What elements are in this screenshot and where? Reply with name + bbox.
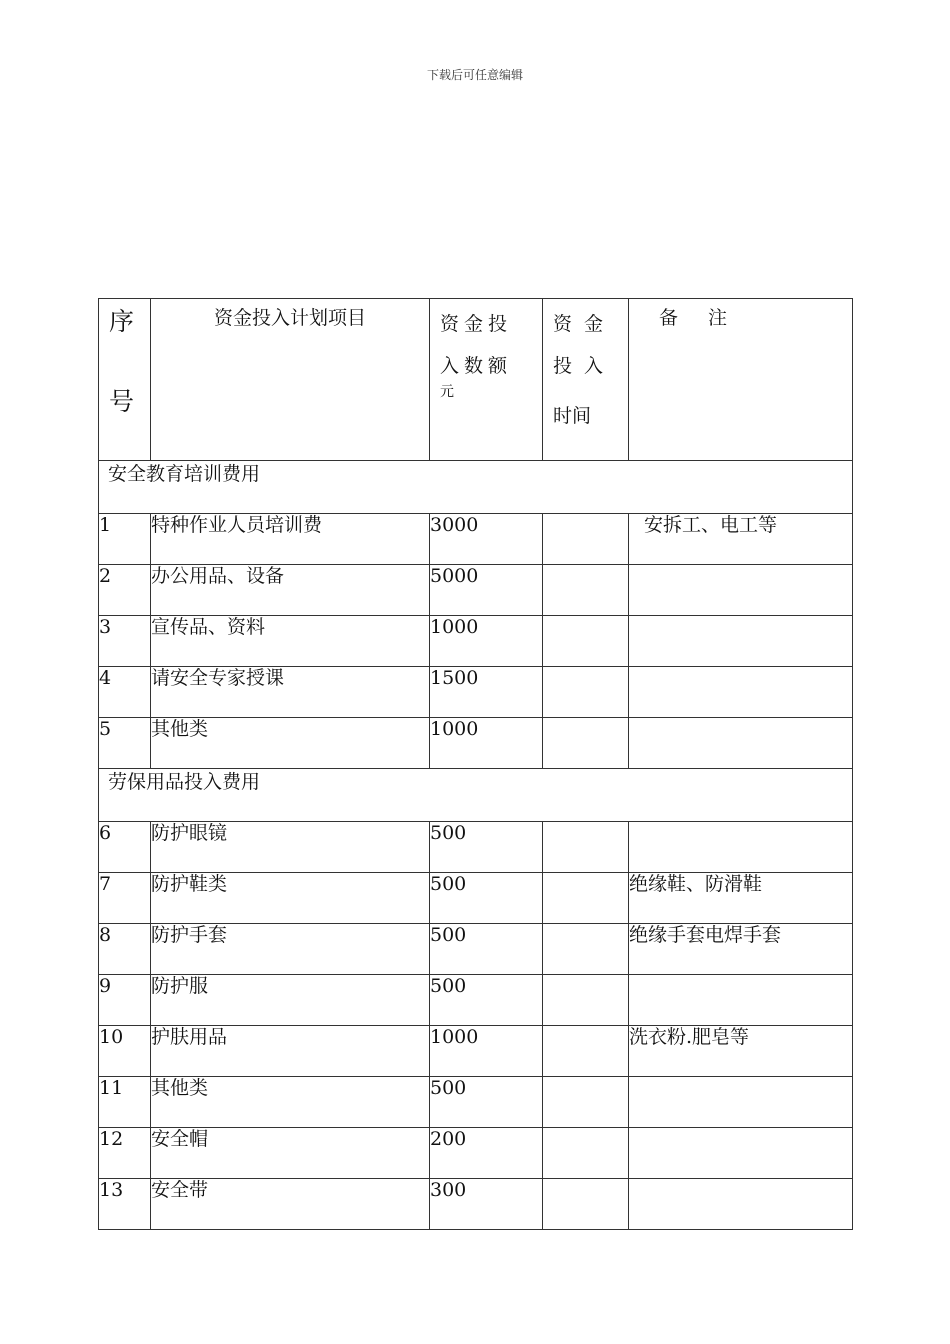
table-row	[99, 873, 853, 924]
row-seq: 4	[99, 667, 151, 718]
row-amount: 500	[430, 924, 543, 975]
table-header-row	[99, 299, 853, 461]
row-amount: 500	[430, 822, 543, 873]
row-time	[543, 667, 629, 718]
row-time	[543, 718, 629, 769]
table-row	[99, 565, 853, 616]
row-note	[629, 822, 853, 873]
section-title: 劳保用品投入费用	[99, 769, 853, 822]
row-time	[543, 616, 629, 667]
row-amount: 1500	[430, 667, 543, 718]
row-amount: 300	[430, 1179, 543, 1230]
table-row	[99, 616, 853, 667]
row-time	[543, 514, 629, 565]
row-note	[629, 667, 853, 718]
header-time-line2: 投入	[553, 355, 616, 377]
row-time	[543, 1179, 629, 1230]
row-seq: 2	[99, 565, 151, 616]
page-header-note: 下载后可任意编辑	[426, 68, 523, 82]
row-note	[629, 1179, 853, 1230]
header-project: 资金投入计划项目	[151, 299, 430, 461]
row-note: 绝缘鞋、防滑鞋	[629, 873, 853, 924]
section-row	[99, 461, 853, 514]
row-seq: 9	[99, 975, 151, 1026]
header-note: 备注	[629, 299, 853, 461]
fund-plan-table	[98, 298, 853, 1230]
row-seq: 7	[99, 873, 151, 924]
table-row	[99, 1026, 853, 1077]
row-amount: 3000	[430, 514, 543, 565]
row-item: 宣传品、资料	[151, 616, 430, 667]
row-time	[543, 1128, 629, 1179]
row-seq: 6	[99, 822, 151, 873]
row-amount: 200	[430, 1128, 543, 1179]
row-note	[629, 718, 853, 769]
table-row	[99, 975, 853, 1026]
header-amount-unit: 元	[440, 384, 454, 400]
section-title: 安全教育培训费用	[99, 461, 853, 514]
row-time	[543, 822, 629, 873]
row-time	[543, 975, 629, 1026]
row-note: 洗衣粉.肥皂等	[629, 1026, 853, 1077]
row-amount: 500	[430, 873, 543, 924]
row-note: 绝缘手套电焊手套	[629, 924, 853, 975]
row-item: 请安全专家授课	[151, 667, 430, 718]
table-row	[99, 822, 853, 873]
row-note	[629, 975, 853, 1026]
row-item: 安全帽	[151, 1128, 430, 1179]
row-time	[543, 565, 629, 616]
header-seq	[99, 299, 151, 461]
section-row	[99, 769, 853, 822]
header-amount	[430, 299, 543, 461]
row-time	[543, 873, 629, 924]
header-seq-top: 序	[109, 307, 135, 336]
header-time	[543, 299, 629, 461]
row-note	[629, 1077, 853, 1128]
row-seq: 10	[99, 1026, 151, 1077]
row-amount: 1000	[430, 616, 543, 667]
row-seq: 1	[99, 514, 151, 565]
table-row	[99, 1179, 853, 1230]
row-item: 安全带	[151, 1179, 430, 1230]
row-time	[543, 1026, 629, 1077]
row-amount: 500	[430, 975, 543, 1026]
row-item: 护肤用品	[151, 1026, 430, 1077]
row-seq: 3	[99, 616, 151, 667]
row-amount: 1000	[430, 718, 543, 769]
table-row	[99, 514, 853, 565]
row-item: 办公用品、设备	[151, 565, 430, 616]
row-amount: 1000	[430, 1026, 543, 1077]
row-seq: 11	[99, 1077, 151, 1128]
row-seq: 5	[99, 718, 151, 769]
row-note	[629, 565, 853, 616]
row-item: 防护服	[151, 975, 430, 1026]
table-row	[99, 924, 853, 975]
row-amount: 5000	[430, 565, 543, 616]
row-time	[543, 924, 629, 975]
header-time-line3: 时间	[553, 405, 592, 427]
header-amount-line2: 入数额	[440, 355, 513, 377]
row-item: 特种作业人员培训费	[151, 514, 430, 565]
row-item: 防护鞋类	[151, 873, 430, 924]
header-time-line1: 资金	[553, 313, 616, 335]
row-seq: 13	[99, 1179, 151, 1230]
header-seq-bottom: 号	[109, 387, 135, 416]
row-time	[543, 1077, 629, 1128]
row-item: 其他类	[151, 718, 430, 769]
table-row	[99, 1128, 853, 1179]
table-row	[99, 718, 853, 769]
row-seq: 12	[99, 1128, 151, 1179]
table-row	[99, 1077, 853, 1128]
row-item: 防护眼镜	[151, 822, 430, 873]
row-item: 其他类	[151, 1077, 430, 1128]
row-note: 安拆工、电工等	[629, 514, 853, 565]
row-note	[629, 616, 853, 667]
row-amount: 500	[430, 1077, 543, 1128]
header-amount-line1: 资金投	[440, 313, 513, 335]
row-item: 防护手套	[151, 924, 430, 975]
row-note	[629, 1128, 853, 1179]
row-seq: 8	[99, 924, 151, 975]
table-row	[99, 667, 853, 718]
